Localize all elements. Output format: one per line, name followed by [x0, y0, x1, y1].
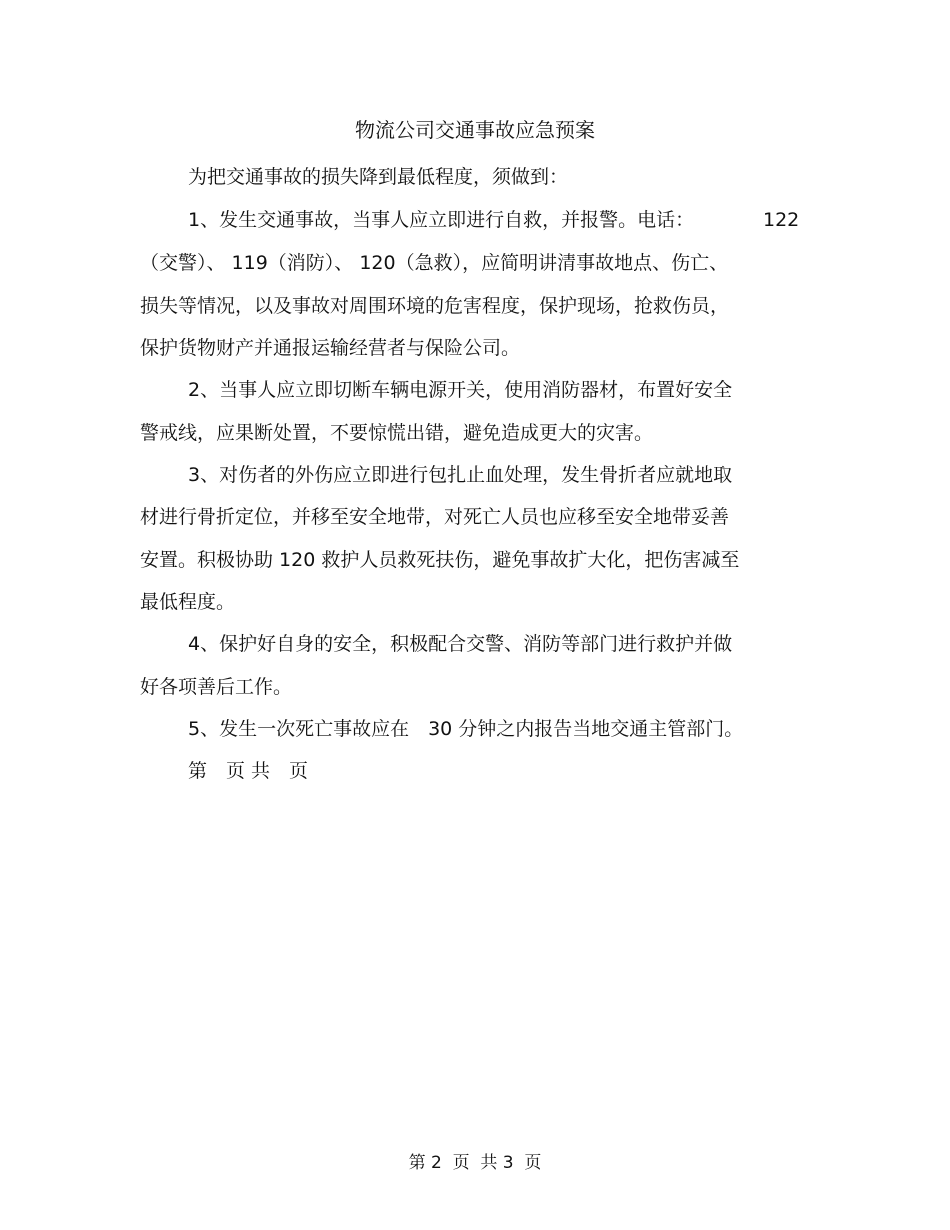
- document-title: 物流公司交通事故应急预案: [355, 118, 595, 142]
- item-4-line-2: 好各项善后工作。: [140, 676, 293, 698]
- item-5-line: 5、发生一次死亡事故应在 30 分钟之内报告当地交通主管部门。: [188, 718, 744, 740]
- item-3-line-4: 最低程度。: [140, 591, 236, 613]
- intro-line: 为把交通事故的损失降到最低程度，须做到：: [188, 166, 569, 188]
- inline-page-label: 第 页 共 页: [188, 760, 309, 782]
- item-1-line-1: 1、发生交通事故，当事人应立即进行自救，并报警。电话：: [188, 209, 695, 231]
- item-1-line-3: 损失等情况，以及事故对周围环境的危害程度，保护现场，抢救伤员，: [140, 295, 730, 317]
- item-3-line-1: 3、对伤者的外伤应立即进行包扎止血处理，发生骨折者应就地取: [188, 464, 733, 486]
- item-1-phone-number: 122: [763, 209, 800, 231]
- item-2-line-2: 警戒线，应果断处置，不要惊慌出错，避免造成更大的灾害。: [140, 422, 654, 444]
- item-1-line-4: 保护货物财产并通报运输经营者与保险公司。: [140, 337, 521, 359]
- page-footer: 第 2 页 共 3 页: [408, 1153, 542, 1173]
- item-1-line-2: （交警）、 119（消防）、 120（急救），应简明讲清事故地点、伤亡、: [140, 252, 729, 274]
- item-3-line-2: 材进行骨折定位，并移至安全地带，对死亡人员也应移至安全地带妥善: [140, 506, 730, 528]
- item-2-line-1: 2、当事人应立即切断车辆电源开关，使用消防器材，布置好安全: [188, 379, 733, 401]
- item-4-line-1: 4、保护好自身的安全，积极配合交警、消防等部门进行救护并做: [188, 633, 733, 655]
- item-3-line-3: 安置。积极协助 120 救护人员救死扶伤，避免事故扩大化，把伤害减至: [140, 549, 740, 571]
